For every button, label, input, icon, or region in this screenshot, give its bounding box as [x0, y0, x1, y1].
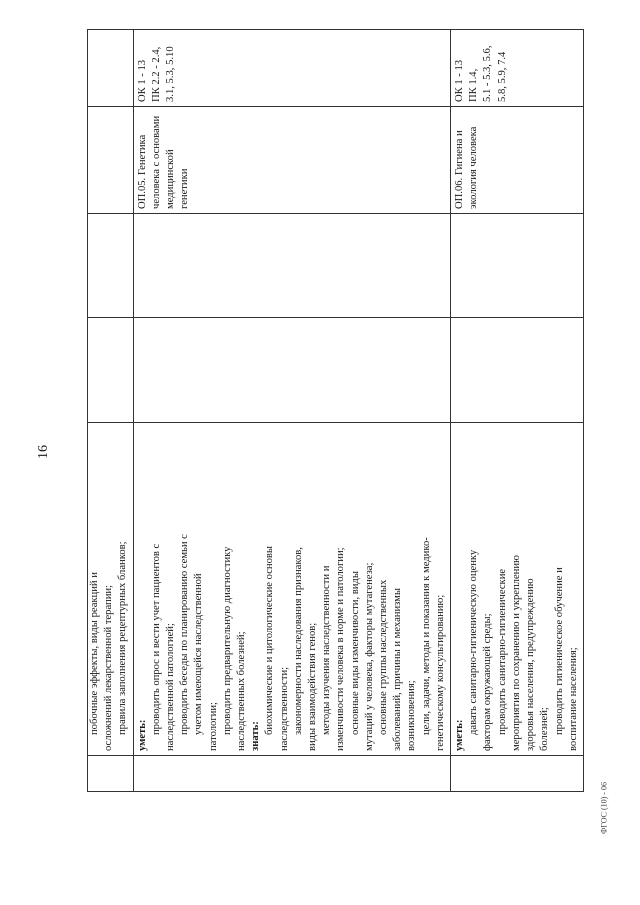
content-cell [133, 423, 450, 756]
index-cell [451, 756, 584, 792]
text-line: цели, задачи, методы и показания к медико- [420, 537, 432, 735]
code-line: ПК 1.4, [468, 68, 480, 102]
text-line: закономерности наследования признаков, [292, 547, 304, 735]
code-line: 5.1 - 5.3, 5.6, [482, 45, 494, 102]
text-line: проводить предварительную диагностику [221, 546, 233, 735]
code-line: ПК 2.2 - 2.4, [150, 46, 162, 102]
text-line: факторам окружающей среды; [482, 613, 494, 751]
text-line: проводить санитарно-гигиенические [496, 568, 508, 735]
content-cell [451, 423, 584, 756]
index-cell [88, 756, 134, 792]
code-line: 3.1, 5.3, 5.10 [165, 46, 177, 102]
curriculum-table [87, 29, 584, 792]
text-line: основные виды изменчивости, виды [349, 571, 361, 735]
text-line: проводить гигиеническое обучение и [553, 567, 565, 735]
text-line: побочные эффекты, виды реакций и [89, 572, 100, 735]
competence-cell [88, 30, 134, 107]
page-number: 16 [36, 445, 51, 459]
text-line: здоровья населения, предупреждению [525, 578, 537, 751]
table-row [451, 30, 584, 792]
hours-cell [133, 214, 450, 318]
text-line: возникновения; [406, 680, 418, 751]
text-line: воспитание населения; [567, 647, 579, 751]
text-line: виды взаимодействия генов; [307, 622, 319, 751]
text-line: генетическому консультированию; [434, 594, 446, 751]
section-heading: уметь: [454, 719, 466, 751]
index-cell [133, 756, 450, 792]
discipline-cell: ОП.06. Гигиена и экология человека [451, 107, 584, 214]
discipline-cell [88, 107, 134, 214]
text-line: мутаций у человека, факторы мутагенеза; [363, 562, 375, 751]
code-line: 5.8, 5.9, 7.4 [496, 51, 508, 102]
code-line: ОК 1 - 13 [454, 59, 466, 102]
text-line: заболеваний, причины и механизмы [392, 588, 404, 751]
code-line: ОК 1 - 13 [136, 59, 148, 102]
text-line: осложнений лекарственной терапии; [103, 585, 115, 751]
text-line: наследственной патологией; [165, 623, 177, 751]
content-cell [88, 423, 134, 756]
competence-cell [133, 30, 450, 107]
table-row [88, 30, 134, 792]
hours-max-cell [133, 318, 450, 423]
text-line: учетом имеющейся наследственной [193, 573, 205, 735]
text-line: наследственных болезней; [236, 631, 248, 751]
text-line: болезней; [539, 707, 551, 751]
hours-cell [88, 214, 134, 318]
text-line: наследственности; [278, 666, 290, 751]
competence-cell [451, 30, 584, 107]
discipline-cell: ОП.05. Генетика человека с основами медицинской генетики [133, 107, 450, 214]
section-heading: знать: [250, 721, 262, 751]
hours-cell [451, 214, 584, 318]
rotated-table-sheet [87, 30, 579, 792]
text-line: мероприятия по сохранению и укреплению [510, 555, 522, 751]
text-line: методы изучения наследственности и [321, 565, 333, 735]
text-line: основные группы наследственных [378, 579, 390, 735]
text-line: патологии; [207, 702, 219, 751]
hours-max-cell [451, 318, 584, 423]
text-line: проводить опрос и вести учет пациентов с [150, 543, 162, 735]
text-line: правила заполнения рецептурных бланков; [117, 541, 129, 735]
text-line: проводить беседы по планированию семьи с [179, 534, 191, 735]
hours-max-cell [88, 318, 134, 423]
text-line: биохимические и цитологические основы [264, 545, 276, 735]
text-line: давать санитарно-гигиеническую оценку [468, 549, 480, 735]
table-row [133, 30, 450, 792]
text-line: изменчивости человека в норме и патологии; [335, 547, 347, 751]
section-heading: уметь: [136, 719, 148, 751]
footer-code: ФГОС (10) - 06 [599, 782, 609, 834]
